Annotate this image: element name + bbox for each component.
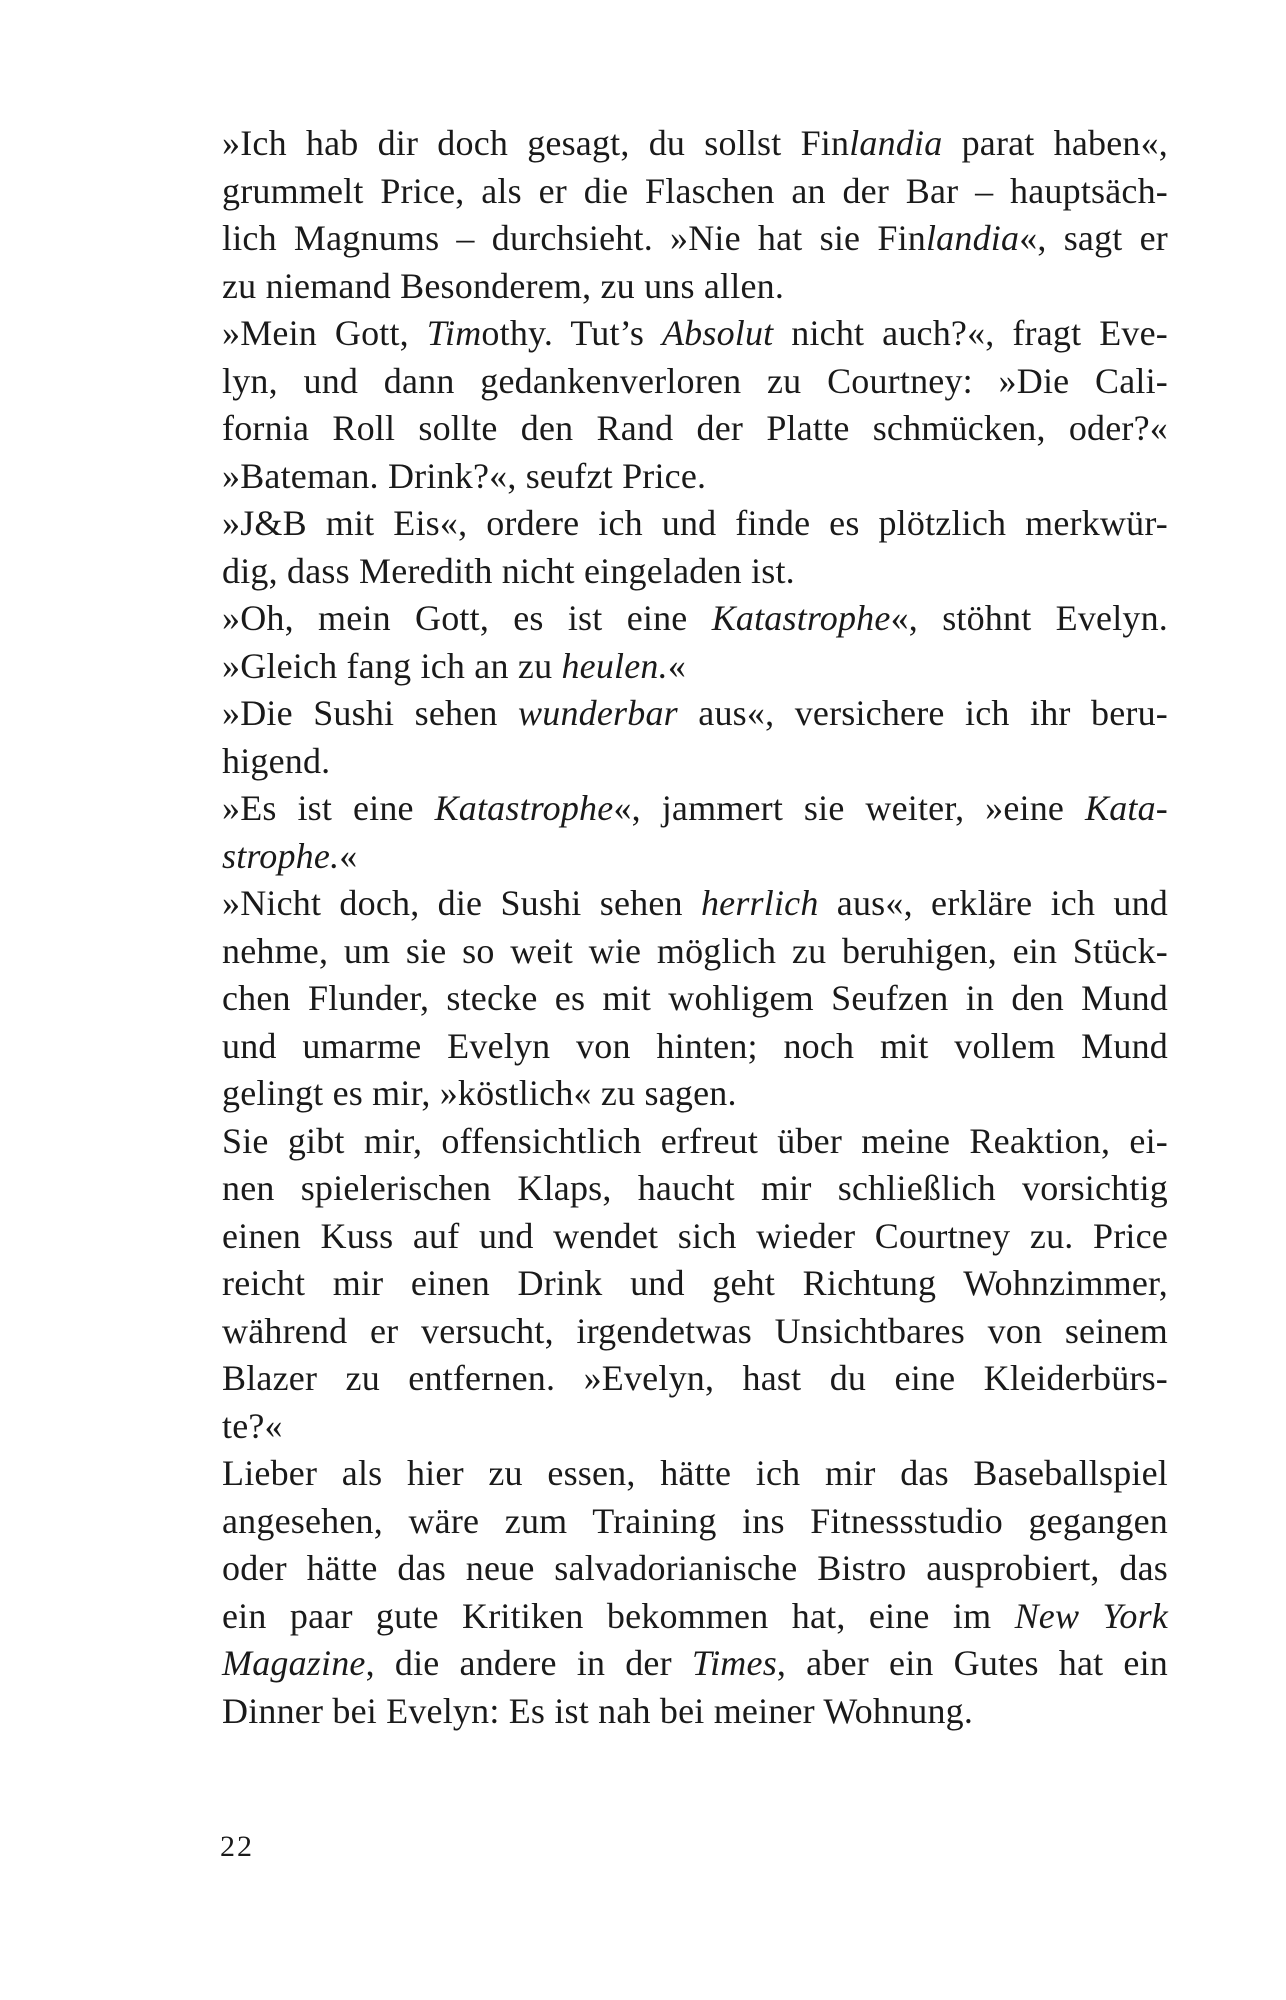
italic-text: strophe.	[222, 835, 340, 876]
text-span: zu niemand Besonderem, zu uns allen.	[222, 265, 785, 306]
text-span: aus«, versichere ich ihr beru-	[677, 693, 1168, 733]
italic-text: New York	[1014, 1595, 1169, 1636]
text-span: nehme, um sie so weit wie möglich zu beruhigen, ein Stück-	[222, 930, 1168, 971]
text-span: othy. Tut’s	[481, 313, 662, 353]
text-line	[222, 1213, 1168, 1261]
text-line	[222, 1260, 1168, 1308]
text-span: während er versucht, irgendetwas Unsichtbares von seinem	[222, 1310, 1168, 1351]
italic-text: heulen.	[561, 645, 668, 686]
text-span: , die andere in der	[365, 1643, 692, 1683]
text-span: chen Flunder, stecke es mit wohligem Seufzen in den Mund	[222, 978, 1168, 1018]
text-line	[222, 263, 1168, 311]
text-line	[222, 405, 1168, 453]
text-line	[222, 1498, 1168, 1546]
text-line	[222, 1355, 1168, 1403]
italic-text: Absolut	[661, 313, 774, 353]
text-span: lich Magnums – durchsieht. »Nie hat sie Fin	[222, 218, 926, 258]
text-span: »Bateman. Drink?«, seufzt Price.	[222, 455, 707, 496]
text-span: einen Kuss auf und wendet sich wieder Courtney zu. Price	[222, 1215, 1168, 1256]
text-span: dig, dass Meredith nicht eingeladen ist.	[222, 550, 795, 591]
text-span: »Mein Gott,	[222, 313, 427, 353]
text-line	[222, 1640, 1168, 1688]
text-span: gelingt es mir, »köstlich« zu sagen.	[222, 1073, 737, 1113]
text-line	[222, 1308, 1168, 1356]
text-span: grummelt Price, als er die Flaschen an der Bar – hauptsäch-	[222, 170, 1168, 211]
text-line	[222, 1450, 1168, 1498]
text-line	[222, 168, 1168, 216]
text-line	[222, 1070, 1168, 1118]
text-span: nen spielerischen Klaps, haucht mir schließlich vorsichtig	[222, 1168, 1168, 1208]
text-line	[222, 215, 1168, 263]
text-span: und umarme Evelyn von hinten; noch mit vollem Mund	[222, 1025, 1168, 1066]
text-span: parat haben«,	[942, 123, 1168, 163]
text-span: «, jammert sie weiter, »eine	[613, 788, 1085, 828]
text-line	[222, 1593, 1168, 1641]
text-line	[222, 120, 1168, 168]
text-line	[222, 928, 1168, 976]
text-span: »Es ist eine	[222, 788, 435, 828]
italic-text: Katastrophe	[711, 598, 891, 638]
italic-text: Katastrophe	[434, 788, 614, 828]
text-span: »Ich hab dir doch gesagt, du sollst Fin	[222, 123, 850, 163]
text-span: »Nicht doch, die Sushi sehen	[222, 883, 701, 923]
italic-text: landia	[849, 123, 943, 163]
text-span: , aber ein Gutes hat ein	[776, 1643, 1168, 1683]
text-line	[222, 548, 1168, 596]
text-line	[222, 690, 1168, 738]
text-line	[222, 1118, 1168, 1166]
italic-text: landia	[925, 218, 1020, 258]
text-span: nicht auch?«, fragt Eve-	[773, 313, 1168, 353]
text-span: Sie gibt mir, offensichtlich erfreut über meine Reaktion, ei-	[222, 1120, 1168, 1161]
text-span: Blazer zu entfernen. »Evelyn, hast du eine Kleiderbürs-	[222, 1358, 1168, 1398]
body-text	[222, 120, 1168, 1735]
text-line	[222, 880, 1168, 928]
text-span: oder hätte das neue salvadorianische Bistro ausprobiert, das	[222, 1548, 1168, 1588]
text-line	[222, 738, 1168, 786]
text-line	[222, 1403, 1168, 1451]
italic-text: wunderbar	[518, 693, 678, 733]
text-span: «	[667, 645, 687, 686]
text-line	[222, 1688, 1168, 1736]
text-line	[222, 358, 1168, 406]
text-span: «	[339, 835, 358, 876]
text-span: lyn, und dann gedankenverloren zu Courtney: »Die Cali-	[222, 360, 1168, 401]
italic-text: Kata-	[1084, 788, 1168, 828]
text-span: »J&B mit Eis«, ordere ich und finde es plötzlich merkwür-	[222, 503, 1168, 543]
text-span: te?«	[222, 1405, 283, 1446]
text-span: Dinner bei Evelyn: Es ist nah bei meiner Wohnung.	[222, 1690, 974, 1731]
text-line	[222, 833, 1168, 881]
text-span: higend.	[222, 740, 331, 781]
text-line	[222, 785, 1168, 833]
text-span: fornia Roll sollte den Rand der Platte schmücken, oder?«	[222, 408, 1168, 448]
text-line	[222, 1545, 1168, 1593]
text-span: aus«, erkläre ich und	[818, 883, 1168, 923]
italic-text: Magazine	[222, 1643, 366, 1683]
italic-text: herrlich	[700, 883, 819, 923]
text-span: reicht mir einen Drink und geht Richtung Wohnzimmer,	[222, 1263, 1168, 1303]
text-line	[222, 643, 1168, 691]
italic-text: Tim	[426, 313, 482, 353]
text-line	[222, 975, 1168, 1023]
text-line	[222, 1165, 1168, 1213]
text-line	[222, 453, 1168, 501]
text-span: »Oh, mein Gott, es ist eine	[222, 598, 712, 638]
text-span: «, stöhnt Evelyn.	[890, 598, 1169, 638]
text-span: ein paar gute Kritiken bekommen hat, eine im	[222, 1595, 1015, 1636]
text-span: angesehen, wäre zum Training ins Fitnessstudio gegangen	[222, 1500, 1168, 1541]
text-line	[222, 500, 1168, 548]
text-line	[222, 310, 1168, 358]
text-line	[222, 1023, 1168, 1071]
page-number: 22	[220, 1830, 254, 1863]
italic-text: Times	[691, 1643, 777, 1683]
text-span: »Gleich fang ich an zu	[222, 645, 562, 686]
text-span: »Die Sushi sehen	[222, 693, 519, 733]
text-line	[222, 595, 1168, 643]
text-span: «, sagt er	[1019, 218, 1168, 258]
text-span: Lieber als hier zu essen, hätte ich mir das Baseballspiel	[222, 1453, 1168, 1493]
